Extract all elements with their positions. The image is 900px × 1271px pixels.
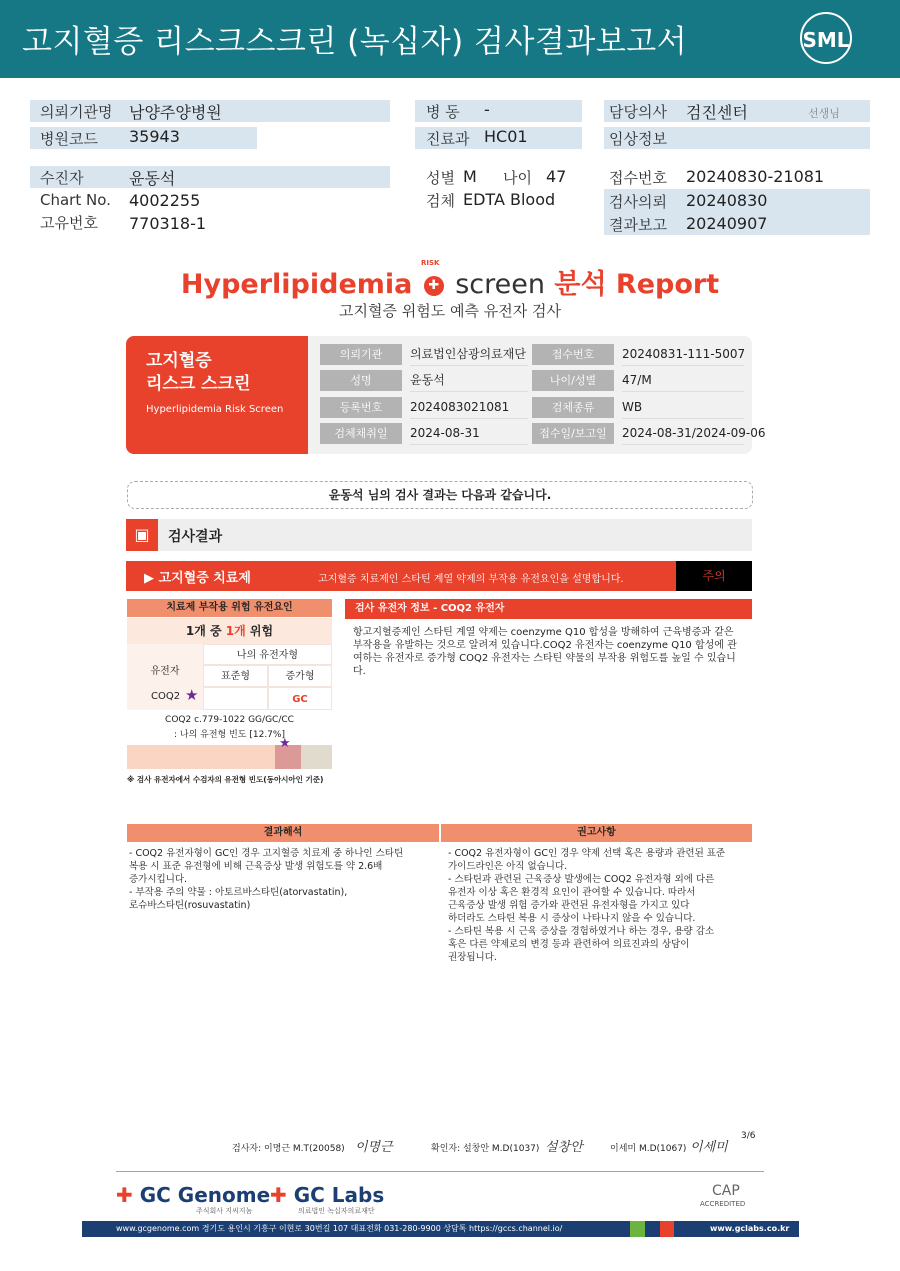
age-value: 47 [546, 167, 567, 186]
sml-logo: SML [800, 12, 852, 64]
card-value: 윤동석 [410, 370, 528, 392]
freq-bar-other [301, 745, 332, 769]
freq-note: ※ 검사 유전자에서 수검자의 유전형 빈도(동아시아인 기준) [127, 775, 324, 784]
my-genotype-header: 나의 유전자형 [203, 644, 332, 665]
card-title-line1: 고지혈증 [146, 351, 212, 371]
third-signer-label: 이세미 M.D(1067) [610, 1144, 687, 1154]
patient-label: 수진자 [40, 169, 84, 187]
risk-label: RISK [421, 259, 440, 267]
card-label: 나이/성별 [532, 370, 614, 391]
ward-value: - [484, 100, 490, 119]
star-icon: ★ [185, 686, 199, 704]
institution-label: 의뢰기관명 [40, 103, 113, 121]
report-heading-part2: screen [455, 269, 545, 300]
footer-accent-red [660, 1221, 674, 1237]
therapy-label: ▶ 고지혈증 치료제 [144, 571, 251, 586]
freq-bar-standard [127, 745, 275, 769]
footer-website: www.gclabs.co.kr [710, 1224, 790, 1233]
caution-badge: 주의 [676, 561, 752, 591]
patient-value: 윤동석 [129, 169, 176, 188]
chart-value: 4002255 [129, 191, 201, 210]
gene-col-header: 유전자 [150, 666, 180, 677]
sex-value: M [463, 167, 477, 186]
doctor-value: 검진센터 [686, 103, 748, 122]
risk-count [127, 618, 332, 644]
card-title [146, 350, 250, 396]
chart-label: Chart No. [40, 191, 111, 209]
risk-count-post: 위험 [249, 624, 274, 638]
gene-info-head: 검사 유전자 정보 - COQ2 유전자 [345, 599, 752, 619]
card-label: 접수일/보고일 [532, 423, 614, 444]
risk-count-num: 1개 [225, 624, 246, 638]
freq-star-icon: ★ [279, 736, 291, 751]
inspector-signature: 이명근 [355, 1140, 393, 1155]
gc-labs-logo [270, 1183, 384, 1207]
card-value: 2024-08-31/2024-09-06 [622, 423, 744, 445]
intro-box: 윤동석 님의 검사 결과는 다음과 같습니다. [127, 481, 753, 509]
request-value: 20240830 [686, 191, 768, 210]
gc-genome-name: GC Genome [139, 1183, 271, 1207]
specimen-value: EDTA Blood [463, 190, 556, 209]
gc-cross-icon: ✚ [116, 1183, 133, 1207]
doctor-suffix: 선생님 [808, 107, 840, 120]
card-label: 등록번호 [320, 397, 402, 418]
card-label: 검체채취일 [320, 423, 402, 444]
footer-divider [116, 1171, 764, 1172]
card-label: 검체종류 [532, 397, 614, 418]
footer-accent-green [630, 1221, 645, 1237]
report-title: 고지혈증 리스크스크린 (녹십자) 검사결과보고서 [22, 24, 688, 60]
receipt-value: 20240830-21081 [686, 167, 825, 186]
gc-cross-icon: ✚ [270, 1183, 287, 1207]
inspector-label: 검사자: 이명근 M.T(20058) [232, 1144, 345, 1154]
report-date-label: 결과보고 [609, 216, 667, 234]
footer-contact: www.gcgenome.com 경기도 용인시 기흥구 이현로 30번길 107 대표전화 031-280-9900 상담톡 https://gccs.channel.io/ [116, 1224, 563, 1233]
sex-label: 성별 [426, 169, 455, 187]
risk-icon: ✚ [424, 276, 444, 296]
gc-labs-sub: 의료법인 녹십자의료재단 [298, 1207, 375, 1215]
hospital-code-label: 병원코드 [40, 130, 98, 148]
patient-bar [30, 166, 390, 188]
report-heading [0, 262, 900, 301]
card-value: 의료법인삼광의료재단 [410, 344, 528, 366]
card-value: 47/M [622, 370, 744, 392]
gene-result: GC [268, 687, 332, 710]
department-value: HC01 [484, 127, 528, 146]
interpretation-text: - COQ2 유전자형이 GC인 경우 고지혈증 치료제 중 하나인 스타틴 복용 시 표준 유전형에 비해 근육증상 발생 위험도를 약 2.6배 증가시킵니다. - 부작용 주의 약물 : 아토르바스타틴(atorvastatin), 로슈바스타틴(rosuvastatin) [129, 848, 404, 911]
third-signature: 이세미 [690, 1140, 728, 1155]
card-title-line2: 리스크 스크린 [146, 374, 251, 394]
recommendation-text: - COQ2 유전자형이 GC인 경우 약제 선택 혹은 용량과 관련된 표준 가이드라인은 아직 없습니다. - 스타틴과 관련된 근육증상 발생에는 COQ2 유전자형 외에 다른 유전자 이상 혹은 환경적 요인이 관여할 수 있습니다. 따라서 근육증상 발생 위험 증가와 관련된 유전자형을 가지고 있다 하더라도 스타틴 복용 시 증상이 나타나지 않을 수 있습니다. - 스타틴 복용 시 근육 증상을 경험하였거나 하는 경우, 용량 감소 혹은 다른 약제로의 변경 등과 관련하여 의료진과의 상담이 권장됩니다. [448, 848, 726, 963]
department-label: 진료과 [426, 130, 470, 148]
cap-logo: CAP [712, 1183, 740, 1199]
card-label: 성명 [320, 370, 402, 391]
risk-factor-head: 치료제 부작용 위험 유전요인 [127, 599, 332, 617]
card-value: 20240831-111-5007 [622, 344, 744, 366]
card-label: 의뢰기관 [320, 344, 402, 365]
card-title-eng: Hyperlipidemia Risk Screen [146, 404, 284, 415]
report-heading-part3: 분석 Report [554, 269, 720, 300]
card-label: 접수번호 [532, 344, 614, 365]
gene-info-text: 항고지혈증제인 스타틴 계열 약제는 coenzyme Q10 합성을 방해하여 근육병증과 같은 부작용을 유발하는 것으로 알려져 있습니다.COQ2 유전자는 coenzyme Q10 합성에 관여하는 유전자로 증가형 COQ2 유전자는 스타틴 약물의 부작용 위험도를 높일 수 있습니다. [353, 627, 737, 677]
report-heading-part1: Hyperlipidemia [180, 269, 413, 300]
specimen-label: 검체 [426, 192, 455, 210]
interpretation-head: 결과해석 [127, 824, 439, 842]
card-value: 2024-08-31 [410, 423, 528, 445]
standard-cell [203, 687, 268, 710]
cap-sub: ACCREDITED [700, 1200, 746, 1208]
confirmer-label: 확인자: 설창안 M.D(1037) [431, 1144, 540, 1154]
freq-line2: : 나의 유전형 빈도 [12.7%] [174, 730, 285, 740]
gc-genome-sub: 주식회사 지씨지놈 [196, 1207, 253, 1215]
folder-plus-icon: ▣ [126, 519, 158, 551]
risk-count-pre: 1개 중 [185, 624, 222, 638]
receipt-label: 접수번호 [609, 169, 667, 187]
clinical-label: 임상정보 [609, 130, 667, 148]
therapy-description: 고지혈증 치료제인 스타틴 계열 약제의 부작용 유전요인을 설명합니다. [318, 574, 624, 585]
id-value: 770318-1 [129, 214, 207, 233]
freq-line1: COQ2 c.779-1022 GG/GC/CC [165, 715, 294, 725]
gc-genome-logo [116, 1183, 270, 1207]
standard-header: 표준형 [203, 665, 268, 687]
results-section-label: 검사결과 [168, 529, 223, 545]
report-date-value: 20240907 [686, 214, 768, 233]
page-number: 3/6 [741, 1131, 756, 1141]
recommendation-head: 권고사항 [441, 824, 752, 842]
card-value: WB [622, 397, 744, 419]
institution-value: 남양주양병원 [129, 103, 222, 122]
increased-header: 증가형 [268, 665, 332, 687]
hospital-code-value: 35943 [129, 127, 180, 146]
age-label: 나이 [503, 169, 532, 187]
ward-label: 병 동 [426, 103, 460, 121]
card-value: 2024083021081 [410, 397, 528, 419]
gc-labs-name: GC Labs [293, 1183, 385, 1207]
request-label: 검사의뢰 [609, 193, 667, 211]
gene-name: COQ2 [151, 691, 181, 702]
confirmer-signature: 설창안 [545, 1140, 583, 1155]
report-subtitle: 고지혈증 위험도 예측 유전자 검사 [339, 302, 561, 320]
id-label: 고유번호 [40, 214, 98, 232]
doctor-label: 담당의사 [609, 103, 667, 121]
